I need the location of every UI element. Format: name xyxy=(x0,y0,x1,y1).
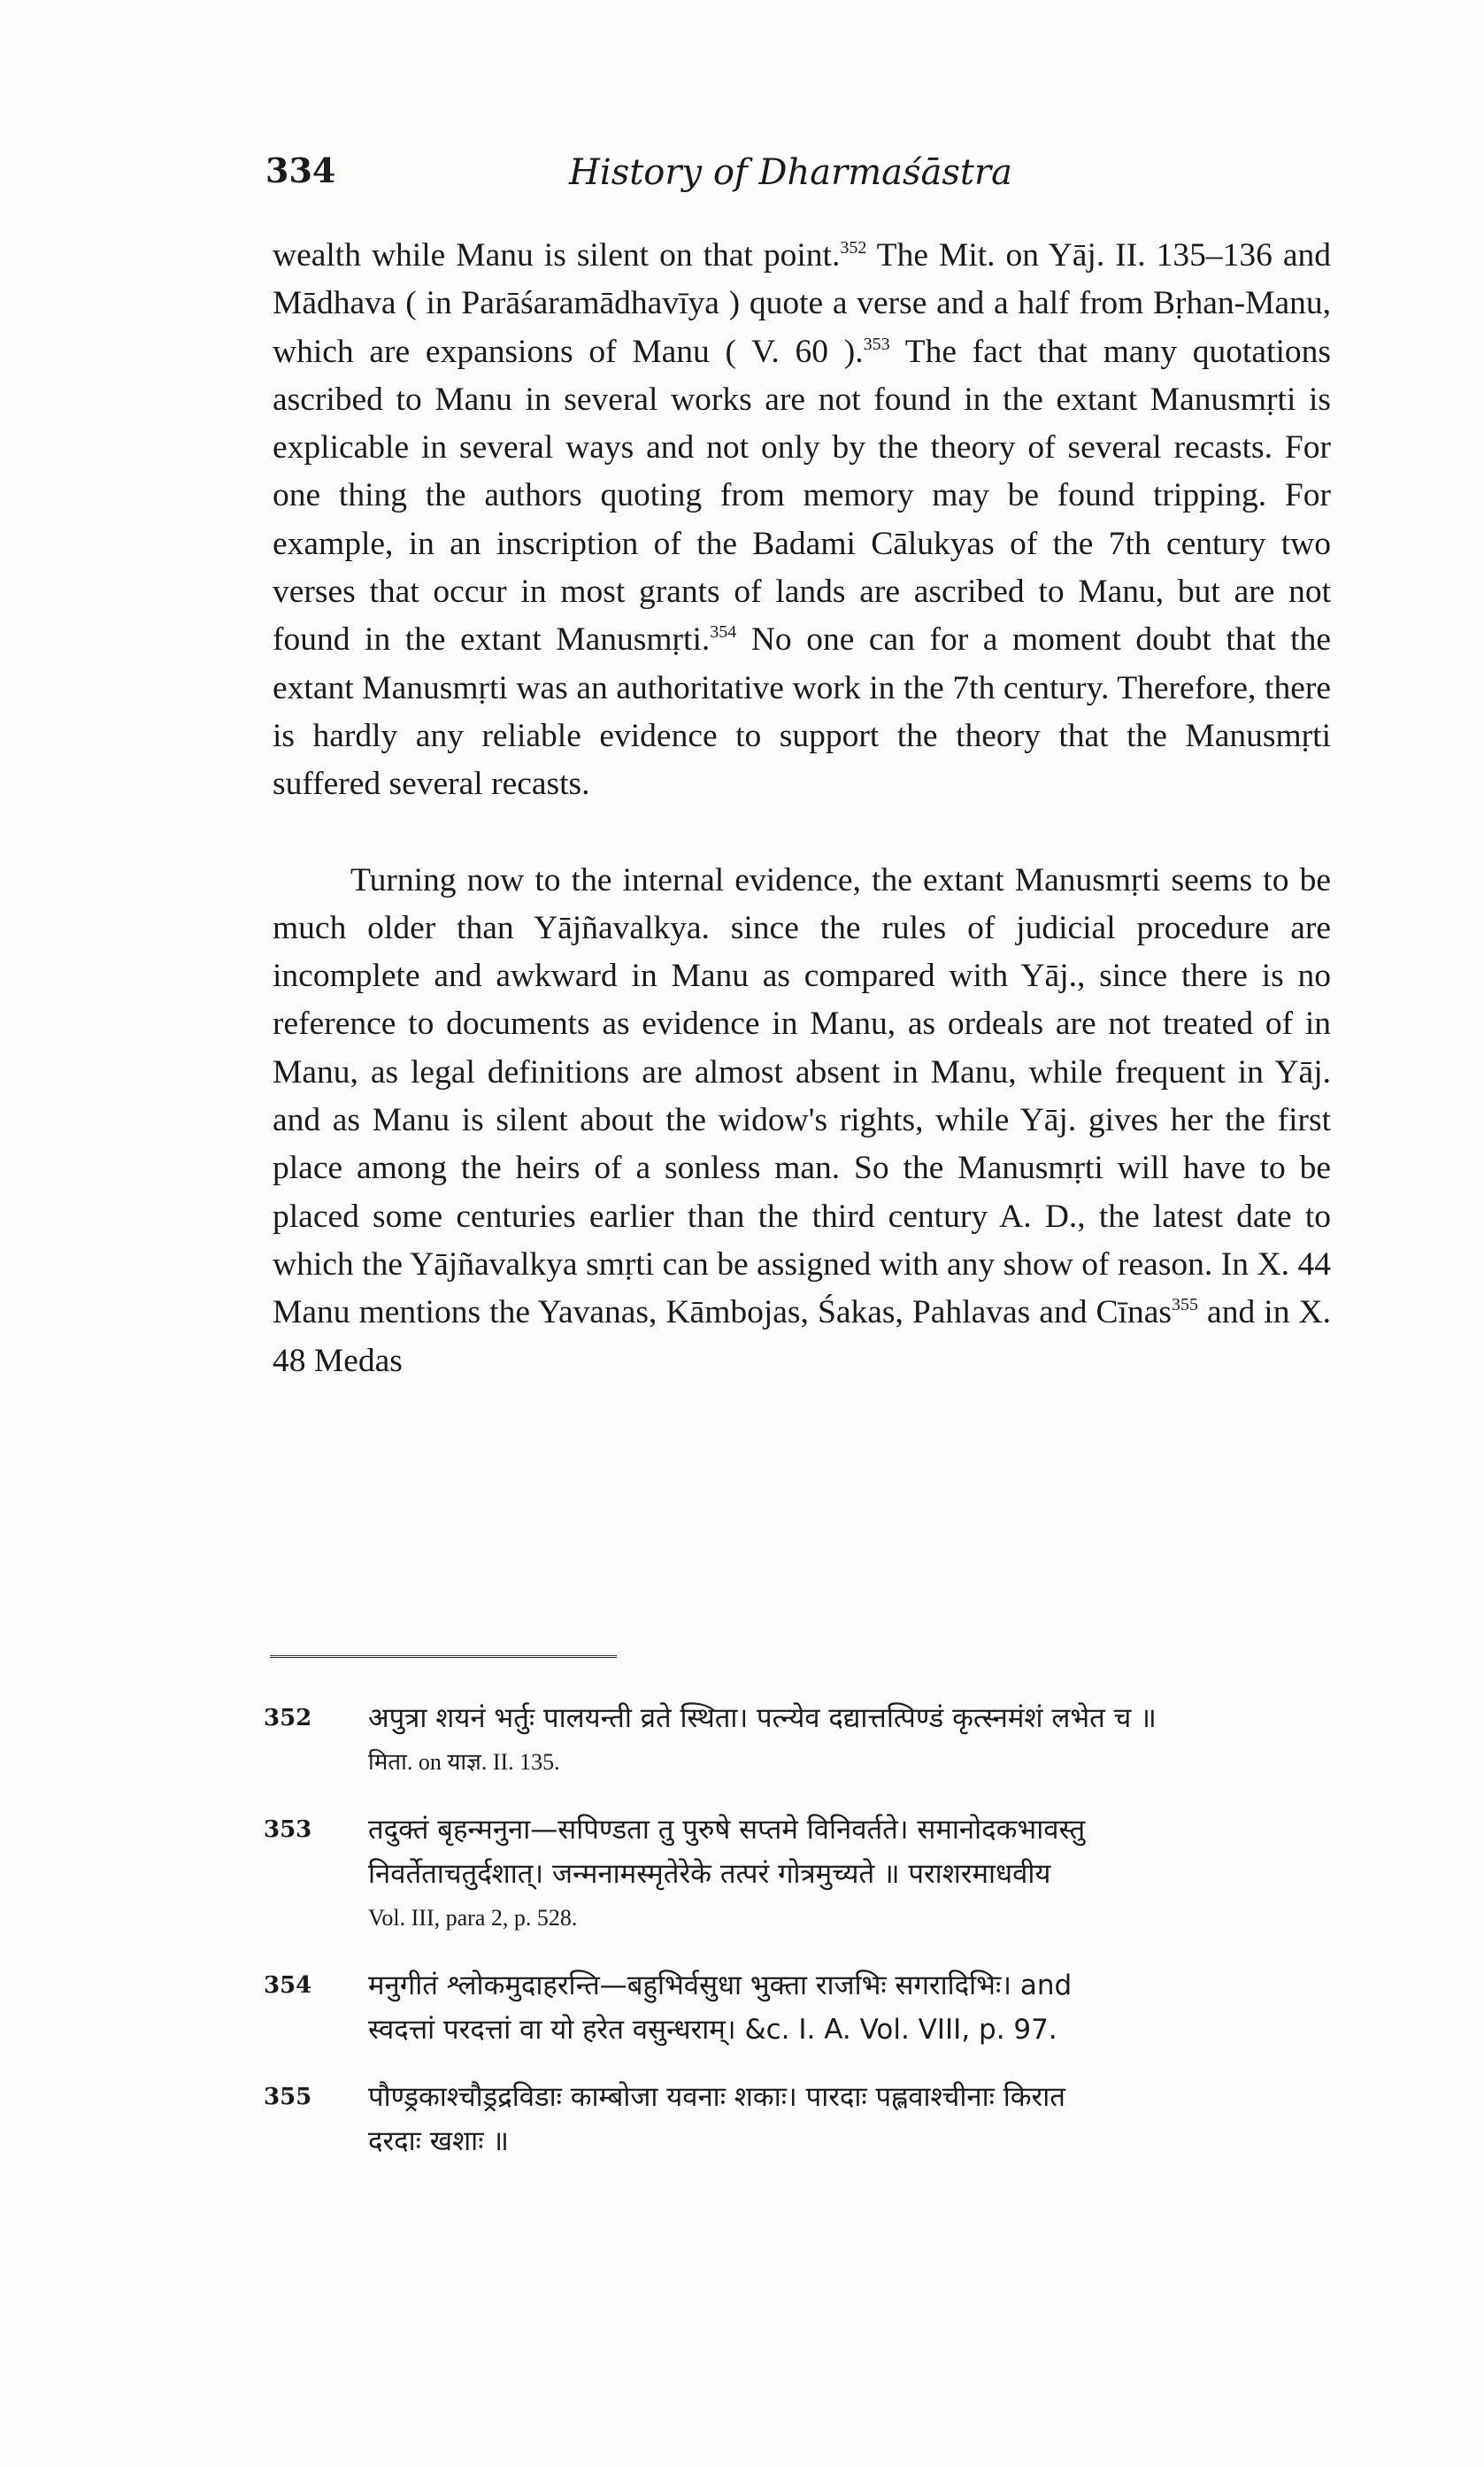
paragraph-2 xyxy=(273,857,1331,1385)
footnote-number: 355 xyxy=(264,2084,312,2110)
footnote-line: Vol. III, para 2, p. 528. xyxy=(368,1905,578,1931)
footnote-line: स्वदत्तां परदत्तां वा यो हरेत वसुन्धराम्। &c. I. A. Vol. VIII, p. 97. xyxy=(368,2014,1057,2046)
page-number: 334 xyxy=(265,150,336,190)
footnote-text xyxy=(368,1963,1336,2052)
footnote-line: तदुक्तं बृहन्मनुना—सपिण्डता तु पुरुषे सप्तमे विनिवर्तते। समानोदकभावस्तु xyxy=(368,1814,1086,1846)
footnote-text xyxy=(368,2075,1336,2163)
footnote-line: निवर्तेताचतुर्दशात्। जन्मनामस्मृतेरेके तत्परं गोत्रमुच्यते ॥ पराशरमाधवीय xyxy=(368,1858,1051,1890)
footnote-ref-354[interactable]: 354 xyxy=(710,622,737,643)
footnote-354 xyxy=(257,1963,1336,2052)
text-run: No one can for a moment doubt that the extant Manusmṛti was an authoritative work in the 7th century. Therefore, there is hardly any reliable evidence to support the theory that the Manusmṛti suffered several recasts. xyxy=(273,621,1332,803)
main-text xyxy=(273,232,1331,1385)
text-run: The fact that many quotations ascribed to Manu in several works are not found in the extant Manusmṛti is explicable in several ways and not only by the theory of several recasts. For one thing the authors quoting from memory may be found tripping. For example, in an inscription of the Badami Cālukyas of the 7th century two verses that occur in most grants of lands are ascribed to Manu, but are not found in the extant Manusmṛti. xyxy=(273,333,1331,659)
footnote-number: 353 xyxy=(264,1816,312,1843)
running-title-text: History of Dharmaśāstra xyxy=(569,152,1012,193)
footnote-text xyxy=(368,1808,1336,1940)
footnote-line: मनुगीतं श्लोकमुदाहरन्ति—बहुभिर्वसुधा भुक्ता राजभिः सगरादिभिः। and xyxy=(368,1970,1073,2001)
text-run: The Mit. on Yāj. II. 135–136 and Mādhava ( in Parāśaramādhavīya ) quote a verse and a half from Bṛhan-Manu, which are expansions of Manu ( V. 60 ). xyxy=(273,237,1331,370)
footnote-352 xyxy=(257,1696,1336,1785)
footnote-line: मिता. on याज्ञ. II. 135. xyxy=(368,1749,560,1775)
footnote-line: अपुत्रा शयनं भर्तुः पालयन्ती व्रते स्थिता। पत्न्येव दद्यात्तत्पिण्डं कृत्स्नमंशं लभेत च ॥ xyxy=(368,1702,1157,1734)
text-run: and in X. 48 Medas xyxy=(273,1294,1331,1379)
footnote-ref-353[interactable]: 353 xyxy=(863,334,890,354)
footnote-text xyxy=(368,1696,1336,1785)
running-title xyxy=(0,152,1484,193)
footnote-line: दरदाः खशाः ॥ xyxy=(368,2125,509,2157)
text-run: wealth while Manu is silent on that point. xyxy=(273,237,841,274)
footnote-line: पौण्ड्रकाश्चौड्रद्रविडाः काम्बोजा यवनाः शकाः। पारदाः पह्लवाश्चीनाः किरात xyxy=(368,2081,1065,2113)
footnote-number: 354 xyxy=(264,1972,312,1999)
footnote-separator xyxy=(270,1655,617,1667)
footnote-355 xyxy=(257,2075,1336,2163)
footnote-353 xyxy=(257,1808,1336,1940)
footnote-ref-355[interactable]: 355 xyxy=(1171,1295,1198,1315)
footnote-ref-352[interactable]: 352 xyxy=(840,238,867,258)
paragraph-1 xyxy=(273,232,1331,809)
text-run: Turning now to the internal evidence, the extant Manusmṛti seems to be much older than Yājñavalkya. since the rules of judicial procedure are incomplete and awkward in Manu as compared with Yāj., since there is no reference to documents as evidence in Manu, as ordeals are not treated of in Manu, as legal definitions are almost absent in Manu, while frequent in Yāj. and as Manu is silent about the widow's rights, while Yāj. gives her the first place among the heirs of a sonless man. So the Manusmṛti will have to be placed some centuries earlier than the third century A. D., the latest date to which the Yājñavalkya smṛti can be assigned with any show of reason. In X. 44 Manu mentions the Yavanas, Kāmbojas, Śakas, Pahlavas and Cīnas xyxy=(273,861,1331,1331)
footnote-number: 352 xyxy=(264,1705,312,1731)
footnotes xyxy=(257,1696,1336,2186)
